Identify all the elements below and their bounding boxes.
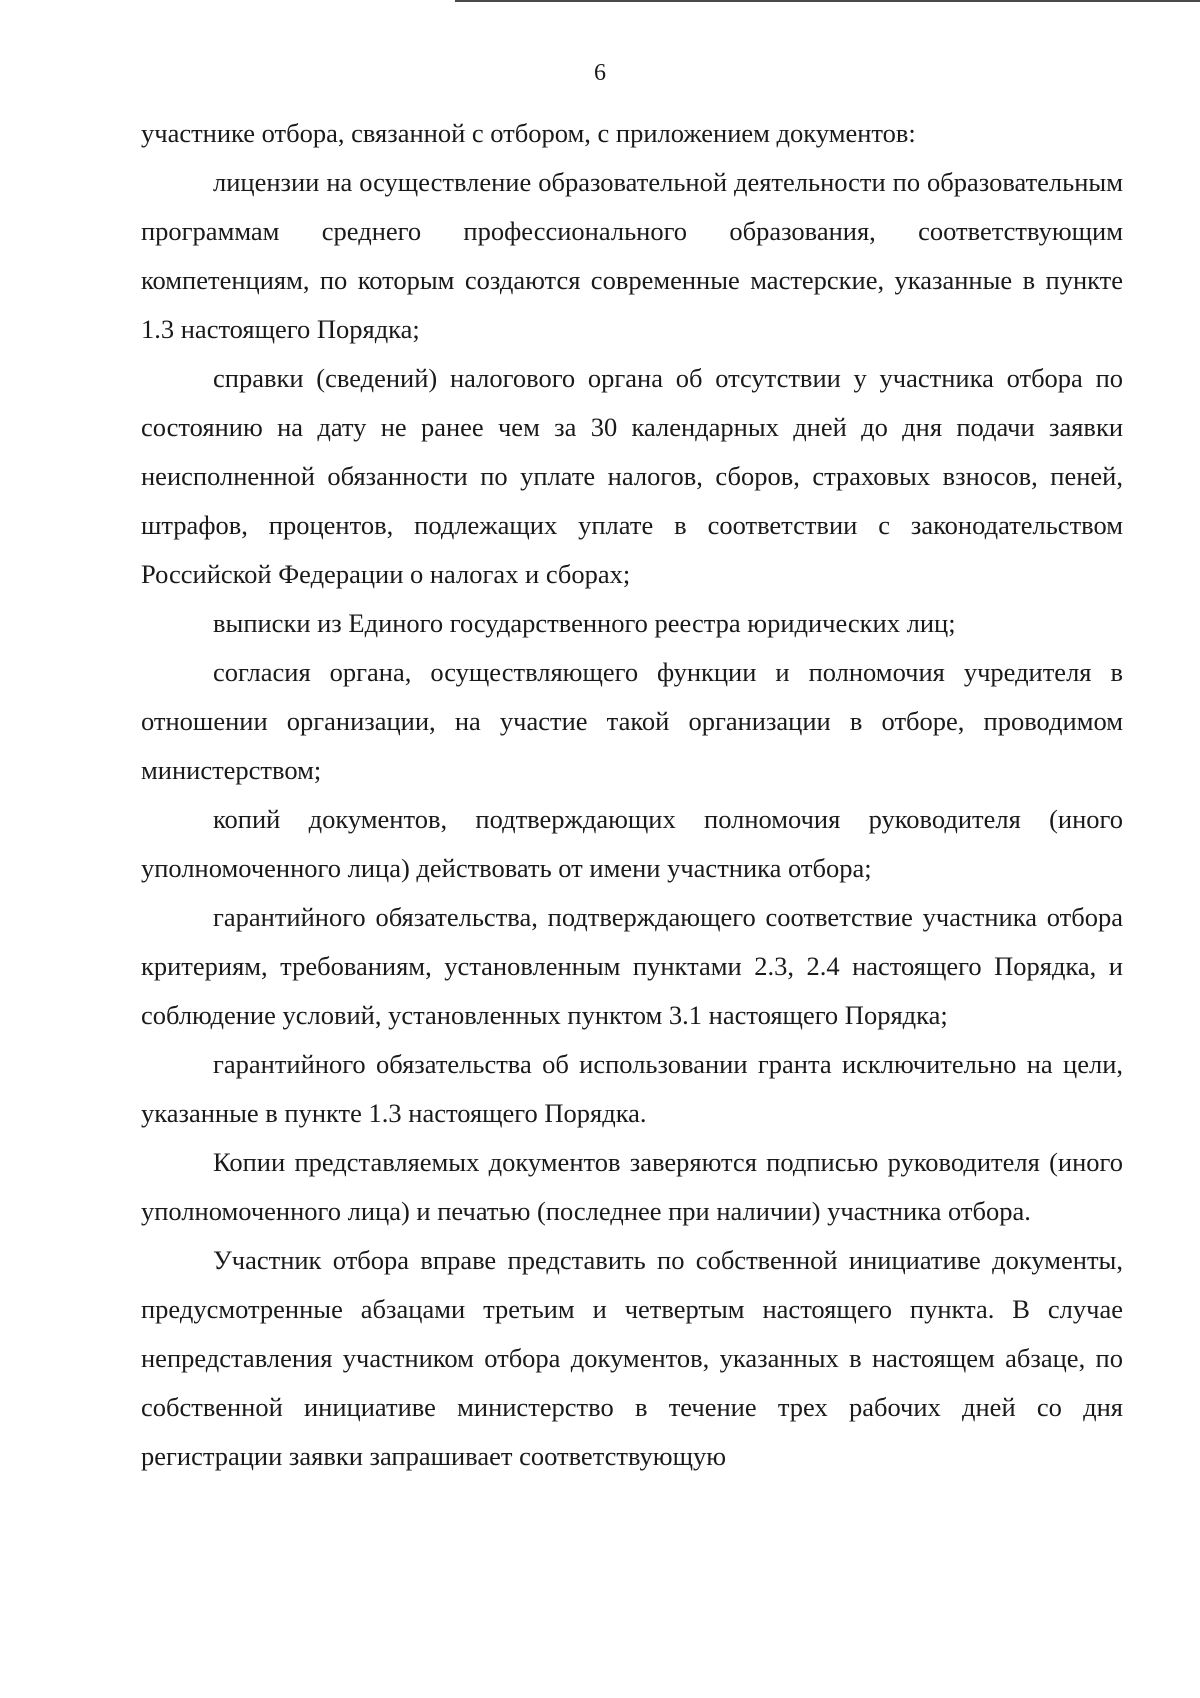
paragraph-registry-extract: выписки из Единого государственного реестра юридических лиц; — [213, 608, 956, 638]
paragraph-compliance-guarantee: гарантийного обязательства, подтверждающего соответствие участника отбора критериям, требованиям, установленным пунктами 2.3, 2.4 настоящего Порядка, и соблюдение условий, установленных пунктом 3.1 настоящего Порядка; — [141, 902, 1123, 1030]
paragraph-continuation: участнике отбора, связанной с отбором, с приложением документов: — [141, 118, 916, 148]
paragraph-license: лицензии на осуществление образовательной деятельности по образовательным программам среднего профессионального образования, соответствующим компетенциям, по которым создаются современные мастерские, указанные в пункте 1.3 настоящего Порядка; — [141, 167, 1123, 344]
paragraph-founder-consent: согласия органа, осуществляющего функции и полномочия учредителя в отношении организации, на участие такой организации в отборе, проводимом министерством; — [141, 657, 1123, 785]
paragraph-copies-certification: Копии представляемых документов заверяются подписью руководителя (иного уполномоченного лица) и печатью (последнее при наличии) участника отбора. — [141, 1147, 1123, 1226]
paragraph-grant-use-guarantee: гарантийного обязательства об использовании гранта исключительно на цели, указанные в пункте 1.3 настоящего Порядка. — [141, 1049, 1123, 1128]
paragraph-authority-copies: копий документов, подтверждающих полномочия руководителя (иного уполномоченного лица) действовать от имени участника отбора; — [141, 804, 1123, 883]
page-number: 6 — [594, 60, 606, 86]
document-body — [141, 109, 1123, 1481]
paragraph-tax-certificate: справки (сведений) налогового органа об отсутствии у участника отбора по состоянию на дату не ранее чем за 30 календарных дней до дня подачи заявки неисполненной обязанности по уплате налогов, сборов, страховых взносов, пеней, штрафов, процентов, подлежащих уплате в соответствии с законодательством Российской Федерации о налогах и сборах; — [141, 363, 1123, 589]
scan-edge-line — [455, 0, 1200, 2]
paragraph-own-initiative: Участник отбора вправе представить по собственной инициативе документы, предусмотренные абзацами третьим и четвертым настоящего пункта. В случае непредставления участником отбора документов, указанных в настоящем абзаце, по собственной инициативе министерство в течение трех рабочих дней со дня регистрации заявки запрашивает соответствующую — [141, 1245, 1123, 1471]
